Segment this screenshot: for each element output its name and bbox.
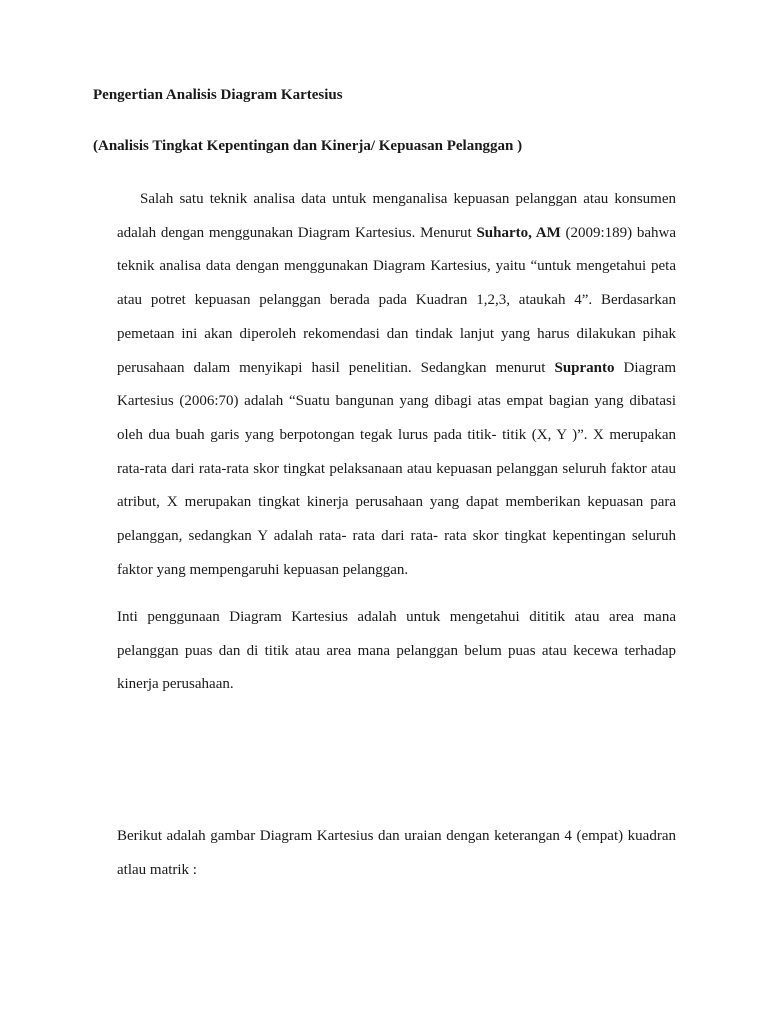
document-subtitle: (Analisis Tingkat Kepentingan dan Kinerja/ Kepuasan Pelanggan ) — [93, 138, 523, 154]
paragraph-diagram-intro: Berikut adalah gambar Diagram Kartesius dan uraian dengan keterangan 4 (empat) kuadran atlau matrik : — [117, 828, 676, 878]
author-reference: Suharto, AM — [476, 224, 561, 241]
paragraph-text: Diagram Kartesius (2006:70) adalah “Suatu bangunan yang dibagi atas empat bagian yang dibatasi oleh dua buah garis yang berpotongan tegak lurus pada titik- titik (X, Y )”. X merupakan rata-rata dari rata-rata skor tingkat pelaksanaan atau kepuasan pelanggan seluruh faktor atau atribut, X merupakan tingkat kinerja perusahaan yang dapat memberikan kepuasan para pelanggan, sedangkan Y adalah rata- rata dari rata- rata skor tingkat kepentingan seluruh faktor yang mempengaruhi kepuasan pelanggan. — [117, 359, 676, 578]
paragraph-definition — [117, 183, 676, 587]
paragraph-purpose: Inti penggunaan Diagram Kartesius adalah untuk mengetahui dititik atau area mana pelanggan puas dan di titik atau area mana pelanggan belum puas atau kecewa terhadap kinerja perusahaan. — [117, 609, 676, 693]
author-reference: Supranto — [554, 359, 615, 376]
paragraph-text: (2009:189) bahwa teknik analisa data dengan menggunakan Diagram Kartesius, yaitu “untuk mengetahui peta atau potret kepuasan pelanggan berada pada Kuadran 1,2,3, ataukah 4”. Berdasarkan pemetaan ini akan diperoleh rekomendasi dan tindak lanjut yang harus dilakukan pihak perusahaan dalam menyikapi hasil penelitian. Sedangkan menurut — [117, 224, 676, 376]
paragraph-text: Salah satu teknik analisa data untuk menganalisa kepuasan pelanggan atau konsumen adalah dengan menggunakan Diagram Kartesius. Menurut — [117, 191, 676, 241]
document-title: Pengertian Analisis Diagram Kartesius — [93, 87, 343, 103]
